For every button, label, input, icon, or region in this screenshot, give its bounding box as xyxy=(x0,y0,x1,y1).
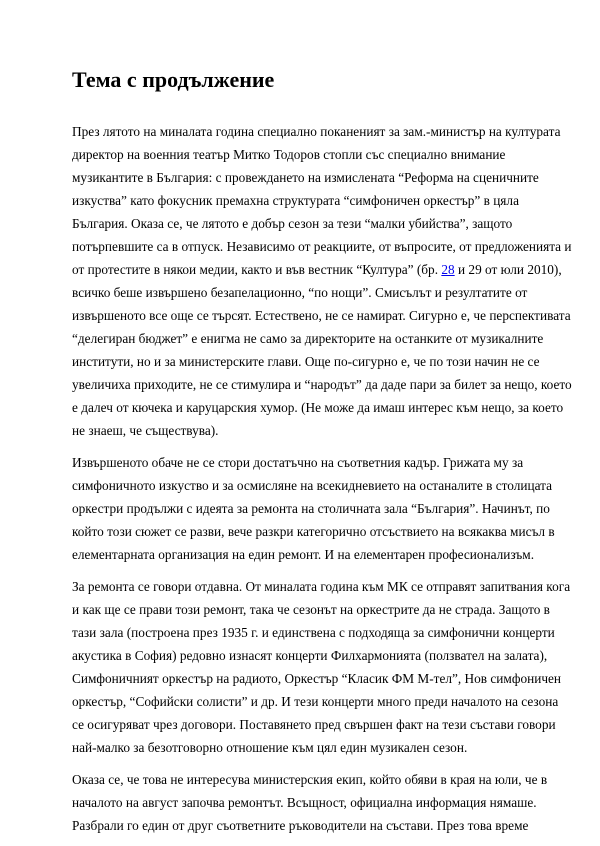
text-line: Симфоничният оркестър на радиото, Оркестър “Класик ФМ М-тел”, Нов симфоничен xyxy=(72,671,562,686)
text-line: институти, но и за министерските глави. Още по-сигурно е, че по този начин не се xyxy=(72,354,540,369)
text-segment: и 29 от юли 2010), xyxy=(454,262,562,277)
text-line: началото на август започва ремонтът. Всъщност, официална информация нямаше. xyxy=(72,795,537,810)
text-line: акустика в София) редовно изнасят концерти Филхармонията (ползвател на залата), xyxy=(72,648,548,663)
text-line: потърпевшите са в отпуск. Независимо от реакциите, от въпросите, от предложенията и xyxy=(72,239,572,254)
page-title: Тема с продължение xyxy=(72,67,275,92)
paragraph xyxy=(72,575,571,759)
text-line: За ремонта се говори отдавна. От миналата година към МК се отправят запитвания кога xyxy=(72,579,571,594)
text-segment: от протестите в някои медии, както и във вестник “Култура” (бр. xyxy=(72,262,442,277)
text-line: “делегиран бюджет” е енигма не само за директорите на останките от музикалните xyxy=(72,331,544,346)
text-line: оркестър, “Софийски солисти” и др. И тези концерти много преди началото на сезона xyxy=(72,694,559,709)
issue-link[interactable]: 28 xyxy=(441,262,455,277)
text-line: извършеното все още се търсят. Естествено, не се намират. Сигурно е, че перспективата xyxy=(72,308,571,323)
text-line: всичко беше извършено безапелационно, “по нощи”. Смисълът и резултатите от xyxy=(72,285,528,300)
text-line: тази зала (построена през 1935 г. и единствена с подходяща за симфонични концерти xyxy=(72,625,555,640)
text-line: директор на военния театър Митко Тодоров стопли със специално внимание xyxy=(72,147,506,162)
paragraph xyxy=(72,451,555,566)
text-line: България. Оказа се, че лятото е добър сезон за тези “малки убийства”, защото xyxy=(72,216,513,231)
text-line: оркестри продължи с идеята за ремонта на столичната зала “България”. Начинът, по xyxy=(72,501,550,516)
text-line: най-малко за безотговорно отношение към цял един музикален сезон. xyxy=(72,740,468,755)
text-line: се осигуряват чрез договори. Поставянето пред свършен факт на тези състави говори xyxy=(72,717,556,732)
text-line: е далеч от кючека и каруцарския хумор. (Не може да имаш интерес към нещо, за което xyxy=(72,400,564,415)
article-body xyxy=(72,120,572,846)
text-line: изкуства” като фокусник премахна структурата “симфоничен оркестър” в цяла xyxy=(72,193,519,208)
text-line: Извършеното обаче не се стори достатъчно на съответния кадър. Грижата му за xyxy=(72,455,524,470)
text-line: Оказа се, че това не интересува министерския екип, който обяви в края на юли, че в xyxy=(72,772,548,787)
text-line: елементарната организация на един ремонт. И на елементарен професионализъм. xyxy=(72,547,535,562)
text-line: който този сюжет се разви, вече разкри категорично отсъствието на всякаква мисъл в xyxy=(72,524,555,539)
text-line: музикантите в България: с провеждането на измислената “Реформа на сценичните xyxy=(72,170,539,185)
text-line: не знаеш, че съществува). xyxy=(72,423,219,438)
text-line: и как ще се прави този ремонт, така че сезонът на оркестрите да не страда. Защото в xyxy=(72,602,550,617)
text-line xyxy=(72,258,562,281)
text-line: симфоничното изкуство и за осмисляне на всекидневието на останалите в столицата xyxy=(72,478,553,493)
paragraph xyxy=(72,120,572,442)
text-line: увеличиха приходите, не се стимулира и “народът” да даде пари за билет за нещо, което xyxy=(72,377,572,392)
paragraph xyxy=(72,768,548,837)
text-line: Разбрали го един от друг съответните ръководители на състави. През това време xyxy=(72,818,529,833)
text-line: През лятото на миналата година специално поканеният за зам.-министър на културата xyxy=(72,124,561,139)
